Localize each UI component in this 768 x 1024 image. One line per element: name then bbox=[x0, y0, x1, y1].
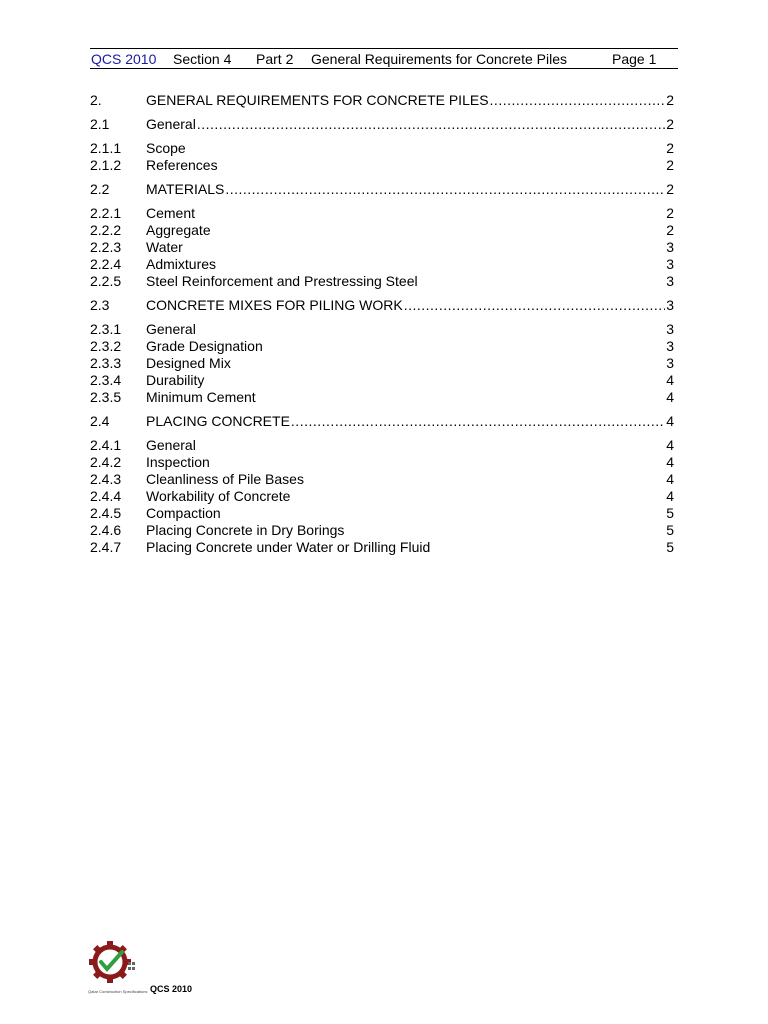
toc-entry bbox=[90, 181, 674, 198]
toc-entry bbox=[90, 273, 674, 290]
toc-page-number: 3 bbox=[666, 338, 674, 354]
toc-number: 2.2.4 bbox=[90, 256, 122, 272]
toc-entry bbox=[90, 372, 674, 389]
toc-entry bbox=[90, 205, 674, 222]
toc-entry bbox=[90, 413, 674, 430]
toc-number: 2.4.5 bbox=[90, 505, 122, 521]
toc-entry bbox=[90, 140, 674, 157]
toc-number: 2.4.3 bbox=[90, 471, 122, 487]
toc-page-number: 3 bbox=[666, 355, 674, 371]
toc-title: Placing Concrete under Water or Drilling Fluid bbox=[146, 539, 431, 555]
toc-page-number: 4 bbox=[666, 471, 674, 487]
toc-title: Water bbox=[146, 239, 183, 255]
toc-title: Steel Reinforcement and Prestressing Steel bbox=[146, 273, 418, 289]
toc-page-number: 3 bbox=[666, 239, 674, 255]
toc-title: Inspection bbox=[146, 454, 210, 470]
toc-number: 2.2.3 bbox=[90, 239, 122, 255]
logo-text: QCS 2010 bbox=[150, 984, 193, 994]
toc-title: Cement bbox=[146, 205, 196, 221]
toc-page-number: 3 bbox=[666, 256, 674, 272]
toc-page-number: 2 bbox=[666, 157, 674, 173]
toc-page-number: 2 bbox=[666, 92, 674, 108]
toc-entry bbox=[90, 539, 674, 556]
toc-entry bbox=[90, 116, 674, 133]
logo-tagline: Qatar Construction Specifications bbox=[88, 989, 148, 994]
header-page-number: Page 1 bbox=[612, 51, 657, 67]
toc-number: 2.3.2 bbox=[90, 338, 122, 354]
toc-title: Scope bbox=[146, 140, 186, 156]
toc-number: 2.1 bbox=[90, 116, 110, 132]
toc-number: 2.4.4 bbox=[90, 488, 122, 504]
toc-title: CONCRETE MIXES FOR PILING WORK bbox=[146, 297, 403, 313]
header-top-rule bbox=[90, 48, 678, 49]
toc-number: 2.2 bbox=[90, 181, 110, 197]
toc-entry bbox=[90, 239, 674, 256]
toc-page-number: 4 bbox=[666, 389, 674, 405]
toc-page-number: 3 bbox=[666, 273, 674, 289]
qcs-gear-check-logo-icon bbox=[88, 940, 150, 996]
toc-dot-leader bbox=[225, 181, 665, 198]
toc-number: 2.2.1 bbox=[90, 205, 122, 221]
toc-title: Durability bbox=[146, 372, 205, 388]
toc-number: 2.3.5 bbox=[90, 389, 122, 405]
toc-dot-leader bbox=[404, 297, 666, 314]
toc-title: PLACING CONCRETE bbox=[146, 413, 290, 429]
toc-page-number: 4 bbox=[666, 488, 674, 504]
toc-page-number: 4 bbox=[666, 437, 674, 453]
toc-title: References bbox=[146, 157, 218, 173]
toc-dot-leader bbox=[490, 92, 666, 109]
toc-page-number: 3 bbox=[666, 321, 674, 337]
toc-number: 2.1.1 bbox=[90, 140, 122, 156]
toc-page-number: 5 bbox=[666, 539, 674, 555]
toc-number: 2.2.5 bbox=[90, 273, 122, 289]
toc-page-number: 5 bbox=[666, 505, 674, 521]
toc-number: 2.3.1 bbox=[90, 321, 122, 337]
toc-title: Workability of Concrete bbox=[146, 488, 291, 504]
toc-title: Compaction bbox=[146, 505, 221, 521]
toc-entry bbox=[90, 355, 674, 372]
toc-number: 2.4 bbox=[90, 413, 110, 429]
table-of-contents bbox=[90, 92, 674, 556]
toc-title: MATERIALS bbox=[146, 181, 225, 197]
toc-number: 2. bbox=[90, 92, 102, 108]
toc-entry bbox=[90, 338, 674, 355]
toc-entry bbox=[90, 321, 674, 338]
toc-page-number: 2 bbox=[666, 181, 674, 197]
toc-page-number: 4 bbox=[666, 372, 674, 388]
toc-title: GENERAL REQUIREMENTS FOR CONCRETE PILES bbox=[146, 92, 489, 108]
header-part: Part 2 bbox=[256, 51, 294, 67]
toc-entry bbox=[90, 297, 674, 314]
toc-title: Cleanliness of Pile Bases bbox=[146, 471, 304, 487]
toc-title: Admixtures bbox=[146, 256, 217, 272]
toc-page-number: 2 bbox=[666, 205, 674, 221]
toc-number: 2.3.3 bbox=[90, 355, 122, 371]
toc-number: 2.3 bbox=[90, 297, 110, 313]
toc-entry bbox=[90, 505, 674, 522]
toc-number: 2.1.2 bbox=[90, 157, 122, 173]
toc-entry bbox=[90, 488, 674, 505]
toc-page-number: 2 bbox=[666, 140, 674, 156]
toc-title: Minimum Cement bbox=[146, 389, 256, 405]
toc-number: 2.2.2 bbox=[90, 222, 122, 238]
header-title: General Requirements for Concrete Piles bbox=[311, 51, 568, 67]
toc-entry bbox=[90, 222, 674, 239]
toc-page-number: 2 bbox=[666, 222, 674, 238]
toc-title: General bbox=[146, 437, 196, 453]
toc-page-number: 3 bbox=[666, 297, 674, 313]
toc-title: General bbox=[146, 116, 196, 132]
toc-page-number: 4 bbox=[666, 454, 674, 470]
toc-page-number: 2 bbox=[666, 116, 674, 132]
page-header bbox=[90, 50, 678, 68]
header-bottom-rule bbox=[90, 68, 678, 69]
toc-entry bbox=[90, 256, 674, 273]
toc-entry bbox=[90, 454, 674, 471]
toc-entry bbox=[90, 471, 674, 488]
toc-entry bbox=[90, 522, 674, 539]
toc-entry bbox=[90, 92, 674, 109]
toc-number: 2.4.2 bbox=[90, 454, 122, 470]
toc-entry bbox=[90, 437, 674, 454]
toc-title: Grade Designation bbox=[146, 338, 263, 354]
toc-dot-leader bbox=[197, 116, 665, 133]
toc-entry bbox=[90, 389, 674, 406]
header-section: Section 4 bbox=[173, 51, 232, 67]
toc-number: 2.4.7 bbox=[90, 539, 122, 555]
toc-title: Aggregate bbox=[146, 222, 211, 238]
toc-title: Designed Mix bbox=[146, 355, 231, 371]
toc-number: 2.4.6 bbox=[90, 522, 122, 538]
toc-page-number: 4 bbox=[666, 413, 674, 429]
toc-number: 2.3.4 bbox=[90, 372, 122, 388]
header-code: QCS 2010 bbox=[91, 51, 157, 67]
toc-title: Placing Concrete in Dry Borings bbox=[146, 522, 345, 538]
toc-title: General bbox=[146, 321, 196, 337]
toc-dot-leader bbox=[291, 413, 665, 430]
toc-number: 2.4.1 bbox=[90, 437, 122, 453]
toc-page-number: 5 bbox=[666, 522, 674, 538]
toc-entry bbox=[90, 157, 674, 174]
